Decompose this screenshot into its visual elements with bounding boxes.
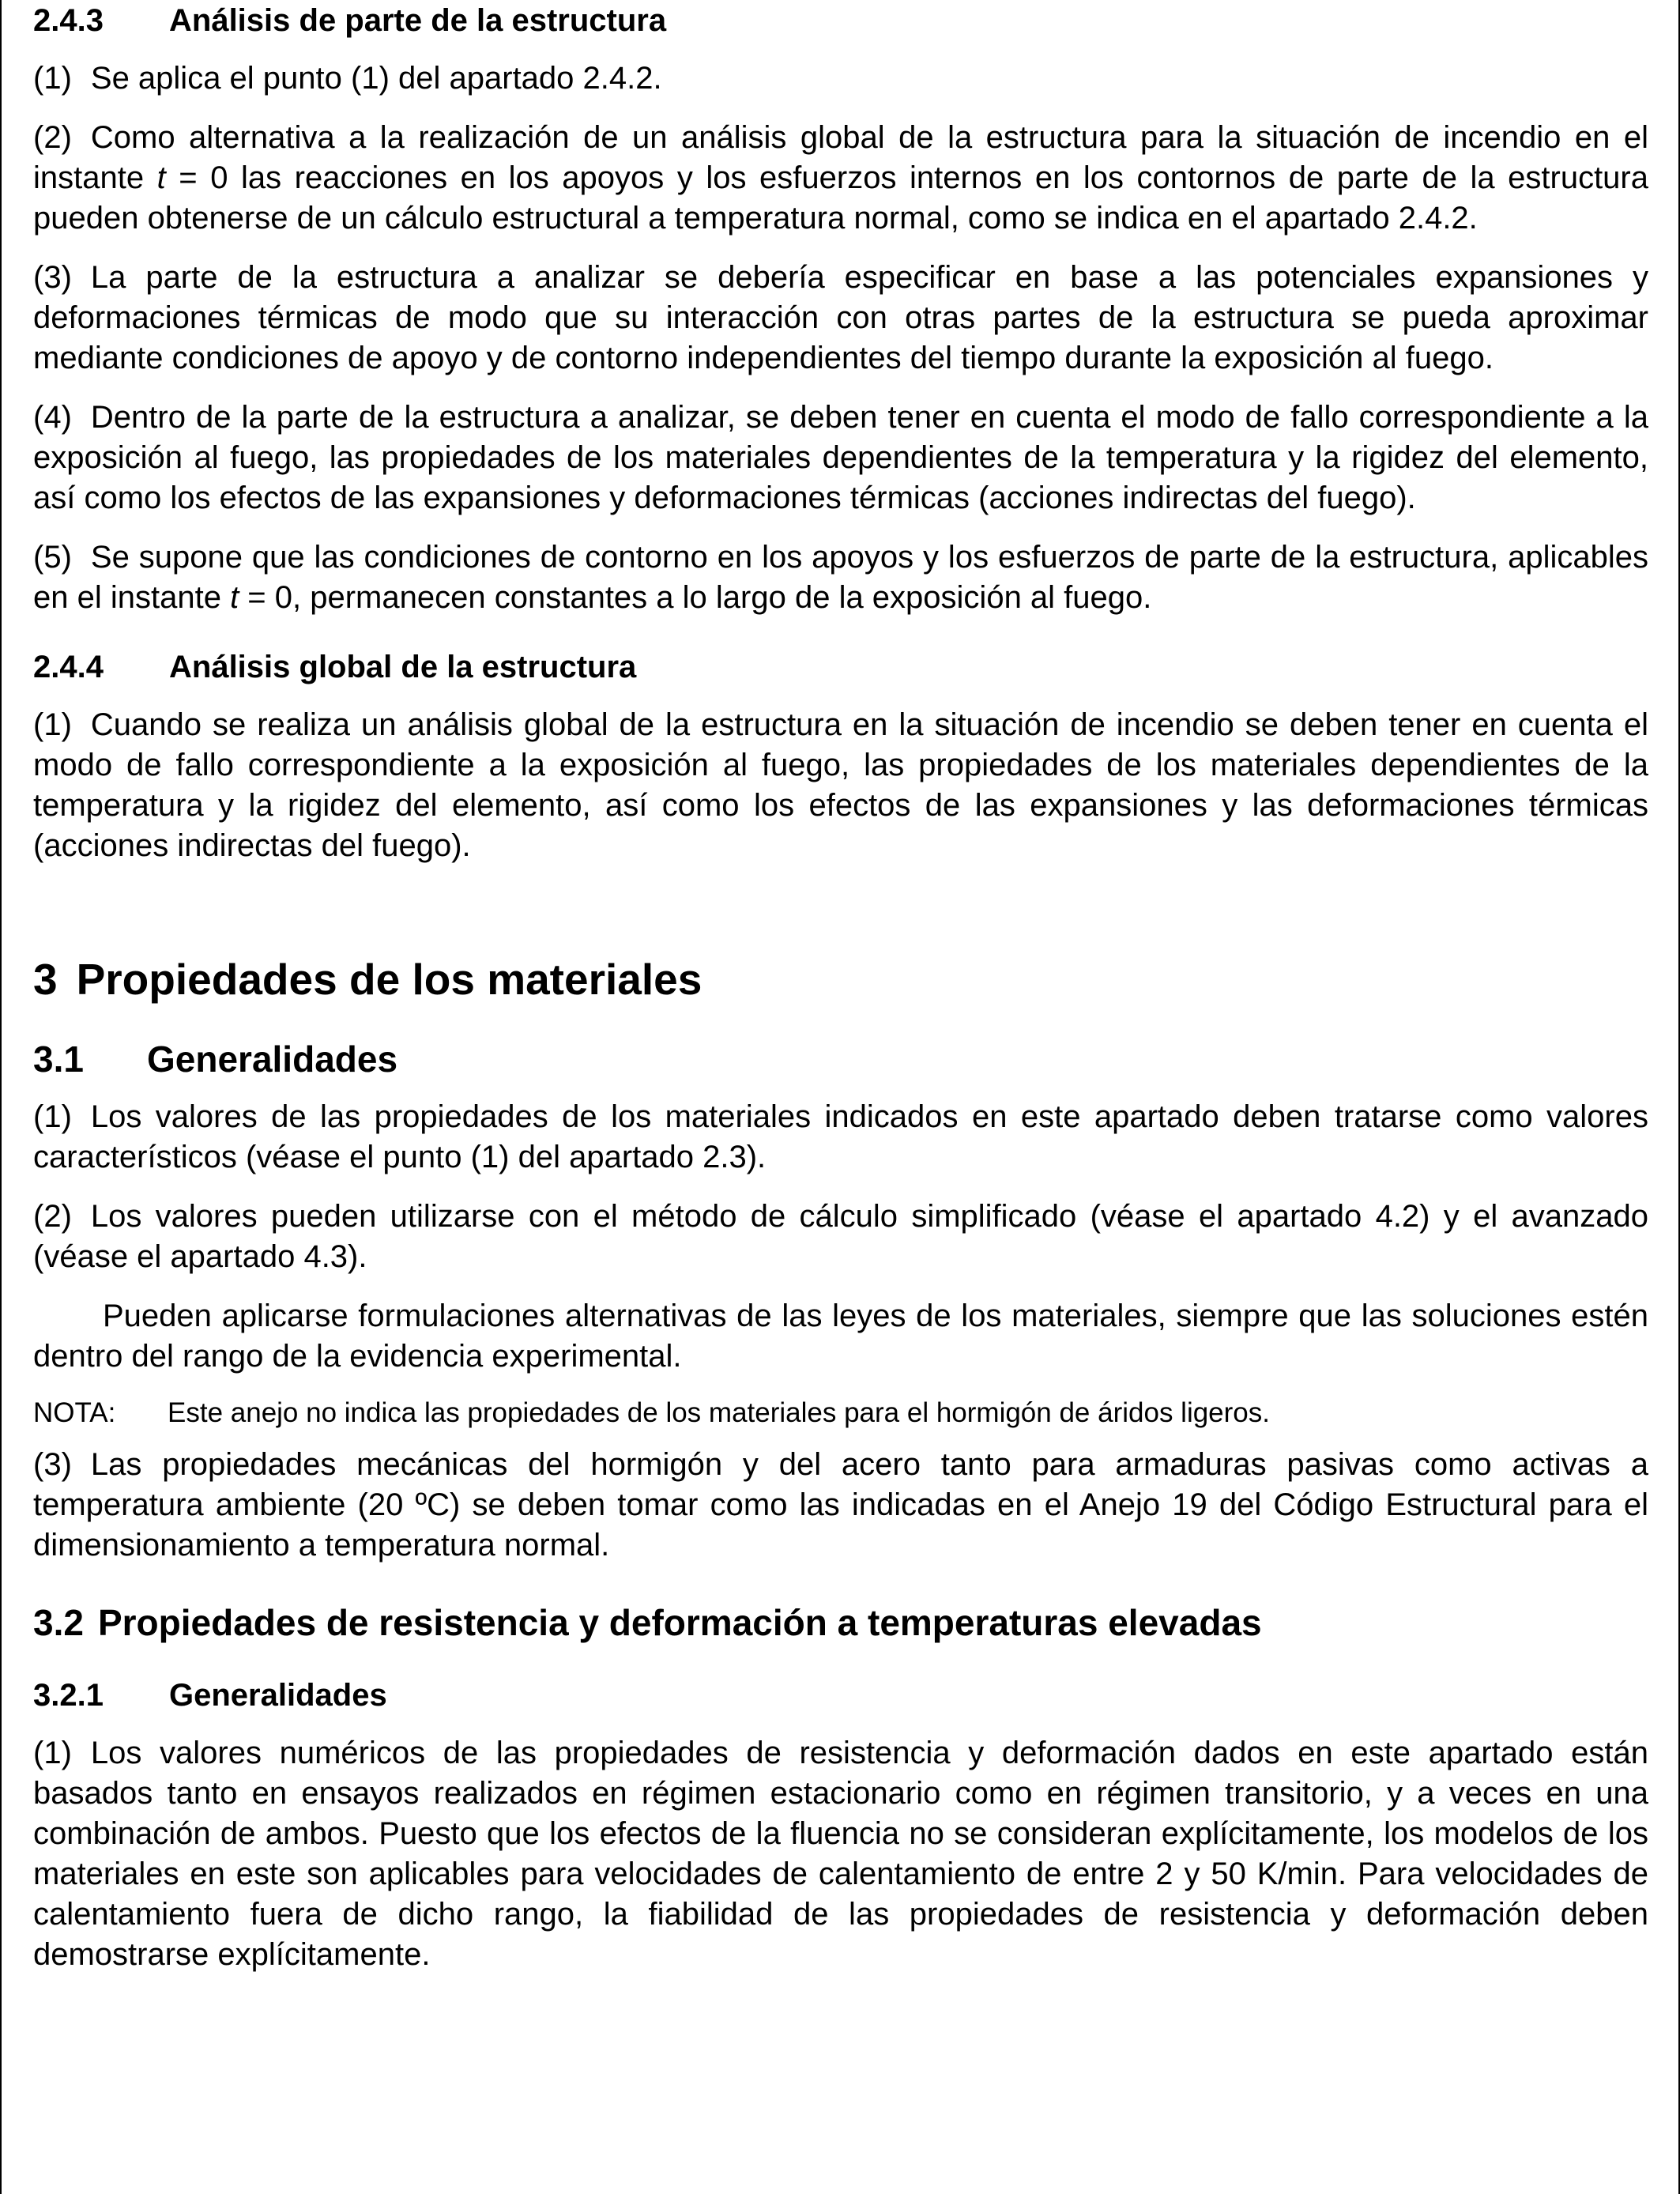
paragraph-text: Cuando se realiza un análisis global de la estructura en la situación de incendio se deben tener en cuenta el modo de fallo correspondiente a la exposición al fuego, las propiedades de los materiales dependientes de la temperatura y la rigidez del elemento, así como los efectos de las expansiones y las deformaciones térmicas (acciones indirectas del fuego).	[33, 707, 1648, 863]
heading-3-2-1	[33, 1675, 1648, 1716]
variable-t: t	[156, 160, 166, 195]
note	[33, 1394, 1648, 1432]
page-content	[33, 0, 1648, 1975]
section-number: 3.1	[33, 1039, 84, 1080]
paragraph-2-4-3-4	[33, 398, 1648, 518]
paragraph-number: (2)	[33, 120, 72, 155]
section-title: Generalidades	[169, 1678, 387, 1713]
paragraph-text: Las propiedades mecánicas del hormigón y del acero tanto para armaduras pasivas como activas a temperatura ambiente (20 ºC) se deben tomar como las indicadas en el Anejo 19 del Código Estructural para el dimensionamiento a temperatura normal.	[33, 1447, 1648, 1563]
paragraph-text-cont: = 0 las reacciones en los apoyos y los esfuerzos internos en los contornos de parte de la estructura pueden obtenerse de un cálculo estructural a temperatura normal, como se indica en el apartado 2.4.2.	[33, 160, 1648, 236]
section-number: 2.4.4	[33, 650, 104, 684]
paragraph-2-4-3-1	[33, 58, 1648, 99]
paragraph-text: Se aplica el punto (1) del apartado 2.4.2.	[90, 61, 662, 96]
section-title: Propiedades de resistencia y deformación a temperaturas elevadas	[97, 1602, 1262, 1643]
paragraph-3-1-1	[33, 1097, 1648, 1178]
paragraph-text: Se supone que las condiciones de contorno en los apoyos y los esfuerzos de parte de la estructura, aplicables en el instante	[33, 540, 1648, 615]
paragraph-number: (3)	[33, 260, 72, 295]
note-text: Este anejo no indica las propiedades de los materiales para el hormigón de áridos ligeros.	[168, 1397, 1270, 1428]
section-number: 3	[33, 955, 58, 1004]
paragraph-number: (3)	[33, 1447, 72, 1482]
paragraph-text: Pueden aplicarse formulaciones alternativas de las leyes de los materiales, siempre que las soluciones estén dentro del rango de la evidencia experimental.	[33, 1299, 1648, 1374]
heading-2-4-4	[33, 647, 1648, 688]
paragraph-text: Los valores numéricos de las propiedades de resistencia y deformación dados en este apartado están basados tanto en ensayos realizados en régimen estacionario como en régimen transitorio, y a veces en una combinación de ambos. Puesto que los efectos de la fluencia no se consideran explícitamente, los modelos de los materiales en este son aplicables para velocidades de calentamiento de entre 2 y 50 K/min. Para velocidades de calentamiento fuera de dicho rango, la fiabilidad de las propiedades de resistencia y deformación deben demostrarse explícitamente.	[33, 1736, 1648, 1972]
paragraph-number: (2)	[33, 1199, 72, 1234]
paragraph-number: (1)	[33, 1736, 72, 1770]
paragraph-number: (5)	[33, 540, 72, 575]
paragraph-2-4-3-2	[33, 118, 1648, 239]
paragraph-3-1-3	[33, 1445, 1648, 1566]
variable-t: t	[230, 580, 239, 615]
heading-3-2	[33, 1599, 1648, 1646]
paragraph-number: (4)	[33, 400, 72, 435]
paragraph-3-2-1-1	[33, 1733, 1648, 1975]
section-number: 3.2.1	[33, 1678, 104, 1713]
section-title: Propiedades de los materiales	[76, 955, 703, 1004]
paragraph-number: (1)	[33, 707, 72, 742]
paragraph-text: La parte de la estructura a analizar se debería especificar en base a las potenciales expansiones y deformaciones térmicas de modo que su interacción con otras partes de la estructura se pueda aproximar mediante condiciones de apoyo y de contorno independientes del tiempo durante la exposición al fuego.	[33, 260, 1648, 375]
section-title: Generalidades	[147, 1039, 398, 1080]
section-title: Análisis de parte de la estructura	[169, 3, 667, 38]
paragraph-2-4-3-3	[33, 258, 1648, 379]
section-number: 3.2	[33, 1602, 84, 1643]
paragraph-number: (1)	[33, 1099, 72, 1134]
paragraph-text: Como alternativa a la realización de un análisis global de la estructura para la situación de incendio en el instante	[33, 120, 1648, 195]
paragraph-2-4-3-5	[33, 537, 1648, 618]
heading-3	[33, 952, 1648, 1007]
paragraph-text: Los valores de las propiedades de los materiales indicados en este apartado deben tratarse como valores característicos (véase el punto (1) del apartado 2.3).	[33, 1099, 1648, 1174]
paragraph-text: Los valores pueden utilizarse con el método de cálculo simplificado (véase el apartado 4.2) y el avanzado (véase el apartado 4.3).	[33, 1199, 1648, 1274]
paragraph-text: Dentro de la parte de la estructura a analizar, se deben tener en cuenta el modo de fallo correspondiente a la exposición al fuego, las propiedades de los materiales dependientes de la temperatura y la rigidez del elemento, así como los efectos de las expansiones y deformaciones térmicas (acciones indirectas del fuego).	[33, 400, 1648, 515]
note-label: NOTA:	[33, 1397, 116, 1428]
paragraph-3-1-2-cont	[33, 1296, 1648, 1377]
heading-3-1	[33, 1035, 1648, 1083]
heading-2-4-3	[33, 0, 1648, 41]
section-number: 2.4.3	[33, 3, 104, 38]
paragraph-text-cont: = 0, permanecen constantes a lo largo de la exposición al fuego.	[239, 580, 1152, 615]
paragraph-2-4-4-1	[33, 705, 1648, 866]
paragraph-number: (1)	[33, 61, 72, 96]
section-title: Análisis global de la estructura	[169, 650, 637, 684]
paragraph-3-1-2	[33, 1197, 1648, 1277]
